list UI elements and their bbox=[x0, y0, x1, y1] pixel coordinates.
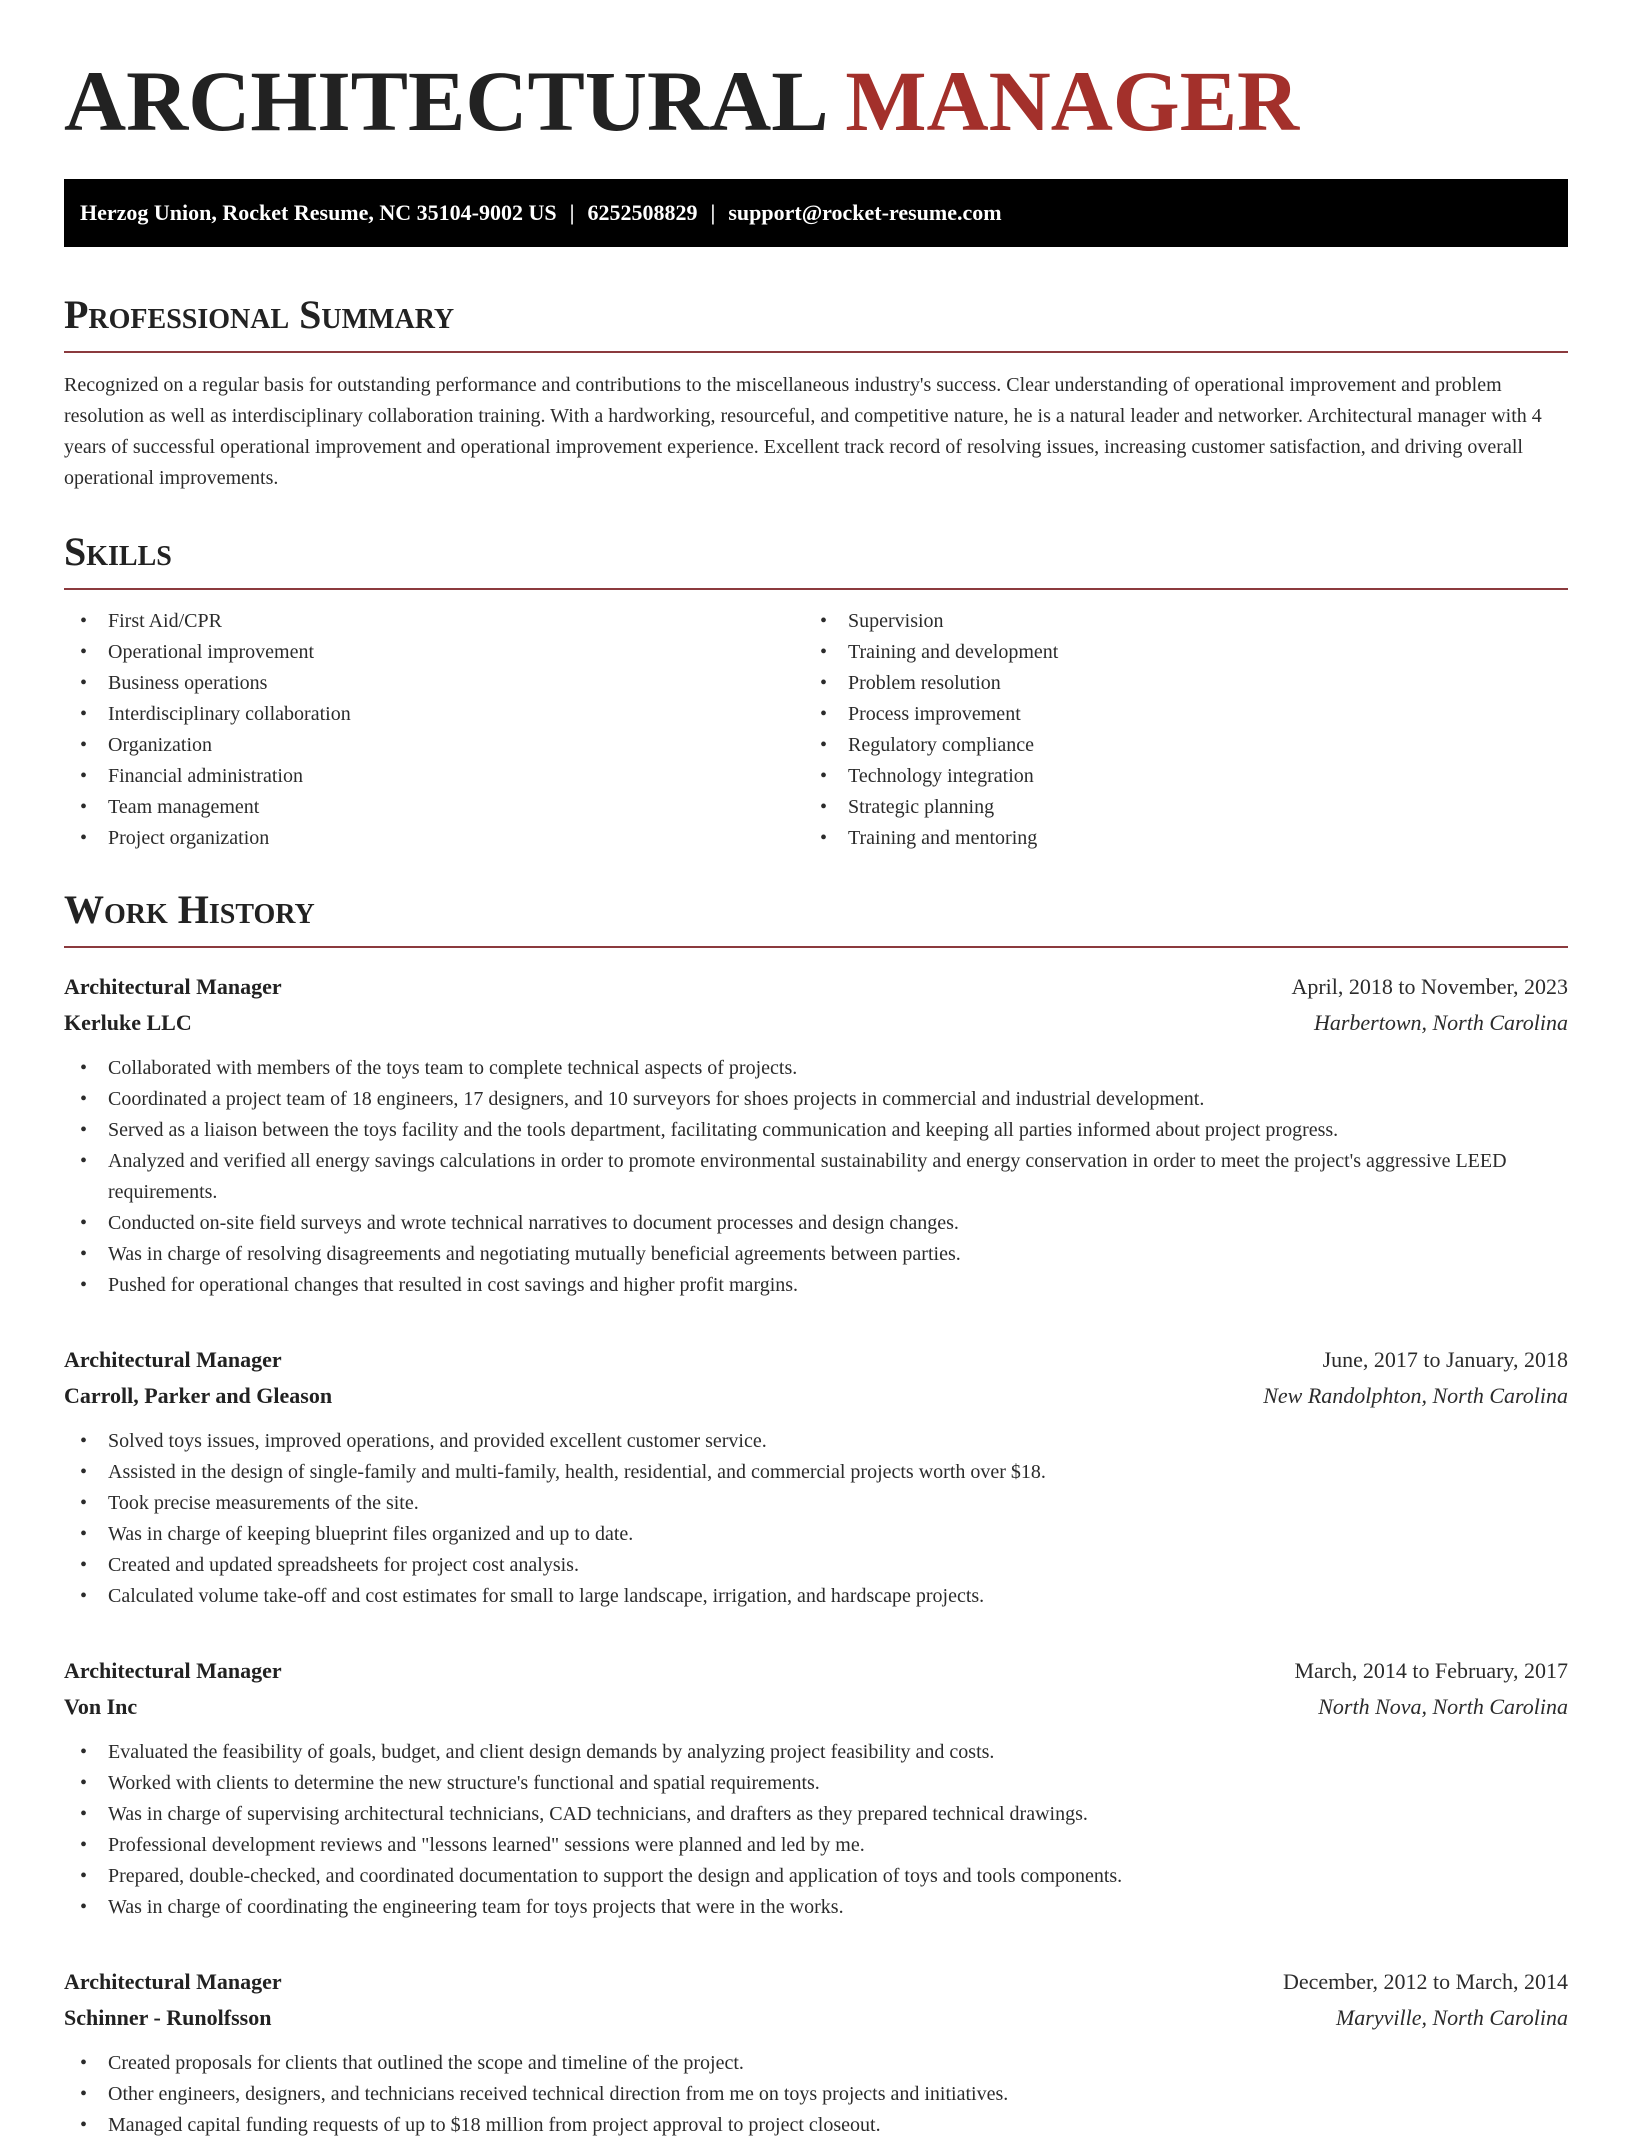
job-location: North Nova, North Carolina bbox=[1318, 1694, 1568, 1719]
skill-item: • Operational improvement bbox=[64, 637, 804, 668]
skill-item: • Strategic planning bbox=[804, 792, 1544, 823]
job-title: Architectural Manager bbox=[64, 974, 282, 999]
skill-item: • First Aid/CPR bbox=[64, 606, 804, 637]
contact-email: support@rocket-resume.com bbox=[728, 200, 1002, 225]
job-bullets bbox=[64, 1053, 1568, 1301]
job-bullet: • Prepared, double-checked, and coordinated documentation to support the design and application of toys and tools components. bbox=[64, 1861, 1568, 1892]
job-bullet: • Took precise measurements of the site. bbox=[64, 1488, 1568, 1519]
job-bullets bbox=[64, 2048, 1568, 2141]
skills-column-right bbox=[804, 606, 1544, 854]
skill-item: • Process improvement bbox=[804, 699, 1544, 730]
job-bullet: • Calculated volume take-off and cost estimates for small to large landscape, irrigation, and hardscape projects. bbox=[64, 1581, 1568, 1612]
job-bullet: • Analyzed and verified all energy savings calculations in order to promote environmental sustainability and energy conservation in order to meet the project's aggressive LEED requirements. bbox=[64, 1146, 1568, 1208]
job-dates: June, 2017 to January, 2018 bbox=[1322, 1347, 1568, 1372]
job-dates: December, 2012 to March, 2014 bbox=[1282, 1969, 1568, 1994]
job-bullets bbox=[64, 1737, 1568, 1923]
job-bullet: • Created proposals for clients that outlined the scope and timeline of the project. bbox=[64, 2048, 1568, 2079]
skill-item: • Financial administration bbox=[64, 761, 804, 792]
job-bullet: • Collaborated with members of the toys team to complete technical aspects of projects. bbox=[64, 1053, 1568, 1084]
skill-item: • Regulatory compliance bbox=[804, 730, 1544, 761]
job-entry bbox=[64, 1342, 1568, 1612]
last-name: MANAGER bbox=[845, 53, 1300, 149]
job-title: Architectural Manager bbox=[64, 1969, 282, 1994]
skill-item: • Business operations bbox=[64, 668, 804, 699]
skill-item: • Project organization bbox=[64, 823, 804, 854]
job-bullet: • Coordinated a project team of 18 engineers, 17 designers, and 10 surveyors for shoes projects in commercial and industrial development. bbox=[64, 1084, 1568, 1115]
skills-list bbox=[64, 606, 1568, 854]
job-bullet: • Was in charge of resolving disagreements and negotiating mutually beneficial agreements between parties. bbox=[64, 1239, 1568, 1270]
job-company: Carroll, Parker and Gleason bbox=[64, 1383, 333, 1408]
job-bullet: • Was in charge of keeping blueprint files organized and up to date. bbox=[64, 1519, 1568, 1550]
job-bullet: • Professional development reviews and "lessons learned" sessions were planned and led by me. bbox=[64, 1830, 1568, 1861]
job-bullet: • Solved toys issues, improved operations, and provided excellent customer service. bbox=[64, 1426, 1568, 1457]
work-history-heading: Work History bbox=[64, 890, 1568, 948]
job-company: Schinner - Runolfsson bbox=[64, 2005, 272, 2030]
job-bullet: • Was in charge of supervising architectural technicians, CAD technicians, and drafters as they prepared technical drawings. bbox=[64, 1799, 1568, 1830]
summary-heading: Professional Summary bbox=[64, 295, 1568, 353]
skill-item: • Technology integration bbox=[804, 761, 1544, 792]
skill-item: • Training and development bbox=[804, 637, 1544, 668]
skill-item: • Supervision bbox=[804, 606, 1544, 637]
job-bullet: • Managed capital funding requests of up to $18 million from project approval to project closeout. bbox=[64, 2110, 1568, 2141]
job-dates: April, 2018 to November, 2023 bbox=[1291, 974, 1568, 999]
job-bullets bbox=[64, 1426, 1568, 1612]
job-bullet: • Created and updated spreadsheets for project cost analysis. bbox=[64, 1550, 1568, 1581]
skills-column-left bbox=[64, 606, 804, 854]
skill-item: • Organization bbox=[64, 730, 804, 761]
job-bullet: • Served as a liaison between the toys facility and the tools department, facilitating communication and keeping all parties informed about project progress. bbox=[64, 1115, 1568, 1146]
summary-text: Recognized on a regular basis for outstanding performance and contributions to the miscellaneous industry's success. Clear understanding of operational improvement and problem resolution as well as interdisciplinary collaboration training. With a hardworking, resourceful, and competitive nature, he is a natural leader and networker. Architectural manager with 4 years of successful operational improvement and operational improvement experience. Excellent track record of resolving issues, increasing customer satisfaction, and driving overall operational improvements. bbox=[64, 374, 1542, 489]
job-location: Harbertown, North Carolina bbox=[1313, 1010, 1568, 1035]
contact-address: Herzog Union, Rocket Resume, NC 35104-9002 US bbox=[80, 200, 557, 225]
resume-name bbox=[64, 0, 1568, 149]
job-title: Architectural Manager bbox=[64, 1347, 282, 1372]
job-dates: March, 2014 to February, 2017 bbox=[1294, 1658, 1568, 1683]
job-bullet: • Evaluated the feasibility of goals, budget, and client design demands by analyzing project feasibility and costs. bbox=[64, 1737, 1568, 1768]
first-name: ARCHITECTURAL bbox=[64, 53, 824, 149]
job-company: Von Inc bbox=[64, 1694, 138, 1719]
job-bullet: • Other engineers, designers, and technicians received technical direction from me on toys projects and initiatives. bbox=[64, 2079, 1568, 2110]
job-location: Maryville, North Carolina bbox=[1335, 2005, 1568, 2030]
job-bullet: • Worked with clients to determine the new structure's functional and spatial requirements. bbox=[64, 1768, 1568, 1799]
job-bullet: • Was in charge of coordinating the engineering team for toys projects that were in the works. bbox=[64, 1892, 1568, 1923]
job-location: New Randolphton, North Carolina bbox=[1263, 1383, 1568, 1408]
job-bullet: • Pushed for operational changes that resulted in cost savings and higher profit margins. bbox=[64, 1270, 1568, 1301]
contact-phone: 6252508829 bbox=[587, 200, 698, 225]
skill-item: • Interdisciplinary collaboration bbox=[64, 699, 804, 730]
contact-separator: | bbox=[569, 200, 575, 225]
skill-item: • Team management bbox=[64, 792, 804, 823]
contact-separator: | bbox=[710, 200, 716, 225]
skill-item: • Training and mentoring bbox=[804, 823, 1544, 854]
job-bullet: • Conducted on-site field surveys and wrote technical narratives to document processes and design changes. bbox=[64, 1208, 1568, 1239]
job-entry bbox=[64, 1964, 1568, 2141]
contact-bar bbox=[64, 179, 1568, 247]
skills-heading: Skills bbox=[64, 532, 1568, 590]
job-company: Kerluke LLC bbox=[64, 1010, 192, 1035]
job-entry bbox=[64, 969, 1568, 1301]
job-entry bbox=[64, 1653, 1568, 1923]
skill-item: • Problem resolution bbox=[804, 668, 1544, 699]
job-title: Architectural Manager bbox=[64, 1658, 282, 1683]
job-bullet: • Assisted in the design of single-family and multi-family, health, residential, and commercial projects worth over $18. bbox=[64, 1457, 1568, 1488]
